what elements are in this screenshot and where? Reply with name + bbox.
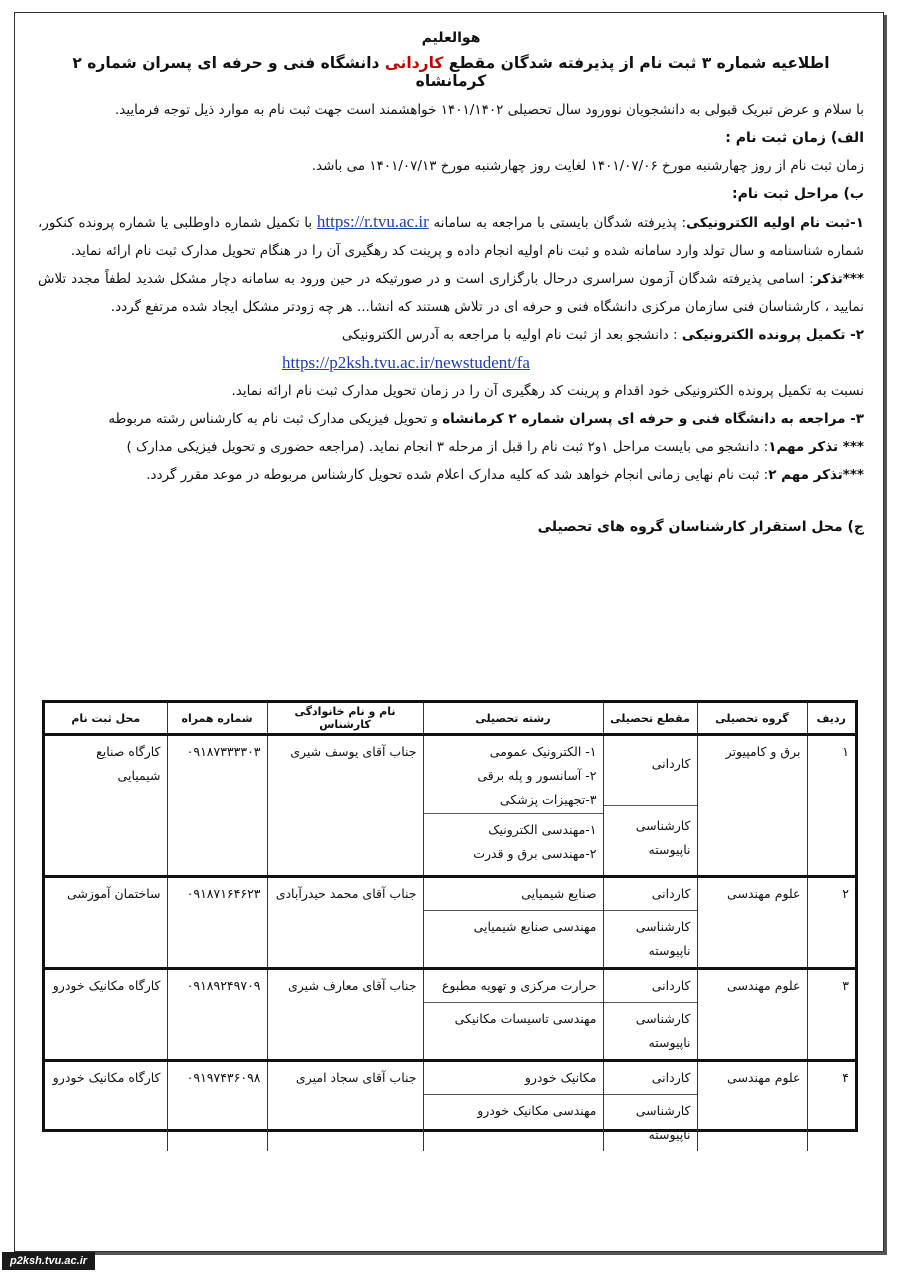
section-c-title: ج) محل استقرار کارشناسان گروه های تحصیلی (537, 519, 864, 535)
field-cell: مهندسی تاسیسات مکانیکی (454, 1011, 597, 1026)
row-group: علوم مهندسی (697, 877, 807, 969)
row-fields (423, 1061, 603, 1152)
step1-paragraph (38, 208, 864, 265)
section-a-text: زمان ثبت نام از روز چهارشنبه مورخ ۱۴۰۱/۰۷/۰۶ لغایت روز چهارشنبه مورخ ۱۴۰۱/۰۷/۱۳ می باشد. (311, 158, 864, 174)
step2-text: : دانشجو بعد از ثبت نام اولیه با مراجعه به آدرس الکترونیکی (341, 327, 682, 343)
row-number: ۲ (807, 877, 855, 969)
step3-text: و تحویل فیزیکی مدارک ثبت نام به کارشناس رشته مربوطه (108, 411, 443, 427)
field-cell: ۱-مهندسی الکترونیک ۲-مهندسی برق و قدرت (473, 822, 597, 861)
row-group: علوم مهندسی (697, 969, 807, 1061)
step2-title: ۲- تکمیل پرونده الکترونیکی (681, 327, 864, 343)
row-phone: ۰۹۱۸۷۱۶۴۶۲۳ (167, 877, 267, 969)
header-cell: رشته تحصیلی (423, 703, 603, 735)
note1-paragraph (38, 265, 864, 321)
announcement-body (38, 30, 864, 567)
level-cell: کارشناسی ناپیوسته (635, 1011, 691, 1050)
header-cell: مقطع تحصیلی (603, 703, 697, 735)
step2-after: نسبت به تکمیل پرونده الکترونیکی خود اقدام و پرینت کد رهگیری آن را در زمان تحویل مدارک ثبت نام ارائه نماید. (231, 383, 864, 399)
section-b-title: ب) مراحل ثبت نام: (731, 186, 864, 202)
step2-paragraph (38, 321, 864, 349)
site-watermark: p2ksh.tvu.ac.ir (2, 1252, 95, 1270)
row-fields (423, 969, 603, 1061)
row-group: علوم مهندسی (697, 1061, 807, 1152)
headline-post: دانشگاه فنی و حرفه ای پسران شماره ۲ کرمانشاه (72, 54, 487, 90)
row-fields (423, 735, 603, 877)
row-expert: جناب آقای معارف شیری (267, 969, 423, 1061)
level-cell: کارشناسی ناپیوسته (635, 1103, 691, 1142)
note2-paragraph (38, 433, 864, 461)
row-levels (603, 1061, 697, 1152)
headline-red: کاردانی (384, 54, 444, 72)
row-levels (603, 969, 697, 1061)
intro-paragraph: با سلام و عرض تبریک قبولی به دانشجویان نوورود سال تحصیلی ۱۴۰۱/۱۴۰۲ خواهشمند است جهت ثبت نام به موارد ذیل توجه فرمایید. (114, 102, 864, 118)
note3-paragraph (38, 461, 864, 489)
step1-title: ۱-ثبت نام اولیه الکترونیکی (686, 215, 864, 231)
row-levels (603, 877, 697, 969)
field-cell: مهندسی صنایع شیمیایی (473, 919, 597, 934)
note2-text: : دانشجو می بایست مراحل ۱و۲ ثبت نام را قبل از مرحله ۳ انجام نماید. (مراجعه حضوری و تحویل فیزیکی مدارک ) (126, 439, 769, 455)
row-place: ساختمان آموزشی (45, 877, 167, 969)
row-expert: جناب آقای یوسف شیری (267, 735, 423, 877)
row-phone: ۰۹۱۸۷۳۳۳۳۰۳ (167, 735, 267, 877)
row-group: برق و کامپیوتر (697, 735, 807, 877)
row-place: کارگاه صنایع شیمیایی (45, 735, 167, 877)
table-row (45, 877, 855, 969)
headline-pre: اطلاعیه شماره ۳ ثبت نام از پذیرفته شدگان مقطع (443, 54, 830, 72)
level-cell: کاردانی (604, 878, 697, 911)
experts-table (42, 700, 858, 1142)
row-number: ۴ (807, 1061, 855, 1152)
step1-link[interactable]: https://r.tvu.ac.ir (316, 212, 429, 231)
row-expert: جناب آقای محمد حیدرآبادی (267, 877, 423, 969)
note1-text: : اسامی پذیرفته شدگان آزمون سراسری درحال بارگزاری است و در صورتیکه در حین ورود به سامانه دچار مشکل شدید لطفاً مجدد تلاش نمایید ، کارشناسان فنی سازمان مرکزی دانشگاه فنی و حرفه ای در تلاش هستند که انشا... هر چه زودتر مشکل ایجاد شده مرتفع گردد. (38, 271, 864, 315)
step1-pre: : پذیرفته شدگان بایستی با مراجعه به سامانه (428, 215, 687, 231)
step2-link[interactable]: https://p2ksh.tvu.ac.ir/newstudent/fa (282, 353, 530, 372)
row-expert: جناب آقای سجاد امیری (267, 1061, 423, 1152)
header-cell: نام و نام خانوادگی کارشناس (267, 703, 423, 735)
step3-title: ۳- مراجعه به دانشگاه فنی و حرفه ای پسران شماره ۲ کرمانشاه (442, 411, 864, 427)
level-cell: کاردانی (604, 736, 697, 806)
row-number: ۱ (807, 735, 855, 877)
table-row (45, 1061, 855, 1152)
basmala: هوالعلیم (421, 30, 481, 46)
step1-post: با تکمیل شماره داوطلبی یا شماره پرونده کنکور، شماره شناسنامه و سال تولد وارد سامانه شده و ثبت نام اولیه انجام داده و پرینت کد رهگیری آن را در هنگام تحویل مدارک ثبت نام ارائه نماید. (38, 215, 864, 259)
row-levels (603, 735, 697, 877)
row-phone: ۰۹۱۹۷۴۳۶۰۹۸ (167, 1061, 267, 1152)
field-cell: صنایع شیمیایی (424, 878, 603, 911)
note1-title: ***تذکر (813, 271, 864, 287)
row-phone: ۰۹۱۸۹۲۴۹۷۰۹ (167, 969, 267, 1061)
note3-text: : ثبت نام نهایی زمانی انجام خواهد شد که کلیه مدارک اعلام شده تحویل کارشناس مربوطه در موعد مقرر گردد. (146, 467, 769, 483)
step2-link-line (38, 349, 864, 377)
field-cell: مهندسی مکانیک خودرو (477, 1103, 597, 1118)
headline (38, 54, 864, 90)
note2-title: *** تذکر مهم۱ (768, 439, 864, 455)
header-cell: ردیف (807, 703, 855, 735)
header-cell: محل ثبت نام (45, 703, 167, 735)
table-row (45, 969, 855, 1061)
table-row (45, 735, 855, 877)
row-place: کارگاه مکانیک خودرو (52, 1070, 161, 1085)
level-cell: کارشناسی ناپیوسته (635, 818, 691, 857)
level-cell: کارشناسی ناپیوسته (635, 919, 691, 958)
header-cell: گروه تحصیلی (697, 703, 807, 735)
section-a-title: الف) زمان ثبت نام : (725, 130, 864, 146)
level-cell: کاردانی (604, 1062, 697, 1095)
note3-title: ***تذکر مهم ۲ (768, 467, 864, 483)
row-place: کارگاه مکانیک خودرو (45, 969, 167, 1061)
level-cell: کاردانی (604, 970, 697, 1003)
table-header-row (45, 703, 855, 735)
header-cell: شماره همراه (167, 703, 267, 735)
field-cell: ۱- الکترونیک عمومی ۲- آسانسور و پله برقی ۳-تجهیزات پزشکی (424, 736, 603, 814)
row-fields (423, 877, 603, 969)
field-cell: مکانیک خودرو (424, 1062, 603, 1095)
row-number: ۳ (807, 969, 855, 1061)
field-cell: حرارت مرکزی و تهویه مطبوع (424, 970, 603, 1003)
step3-paragraph (38, 405, 864, 433)
